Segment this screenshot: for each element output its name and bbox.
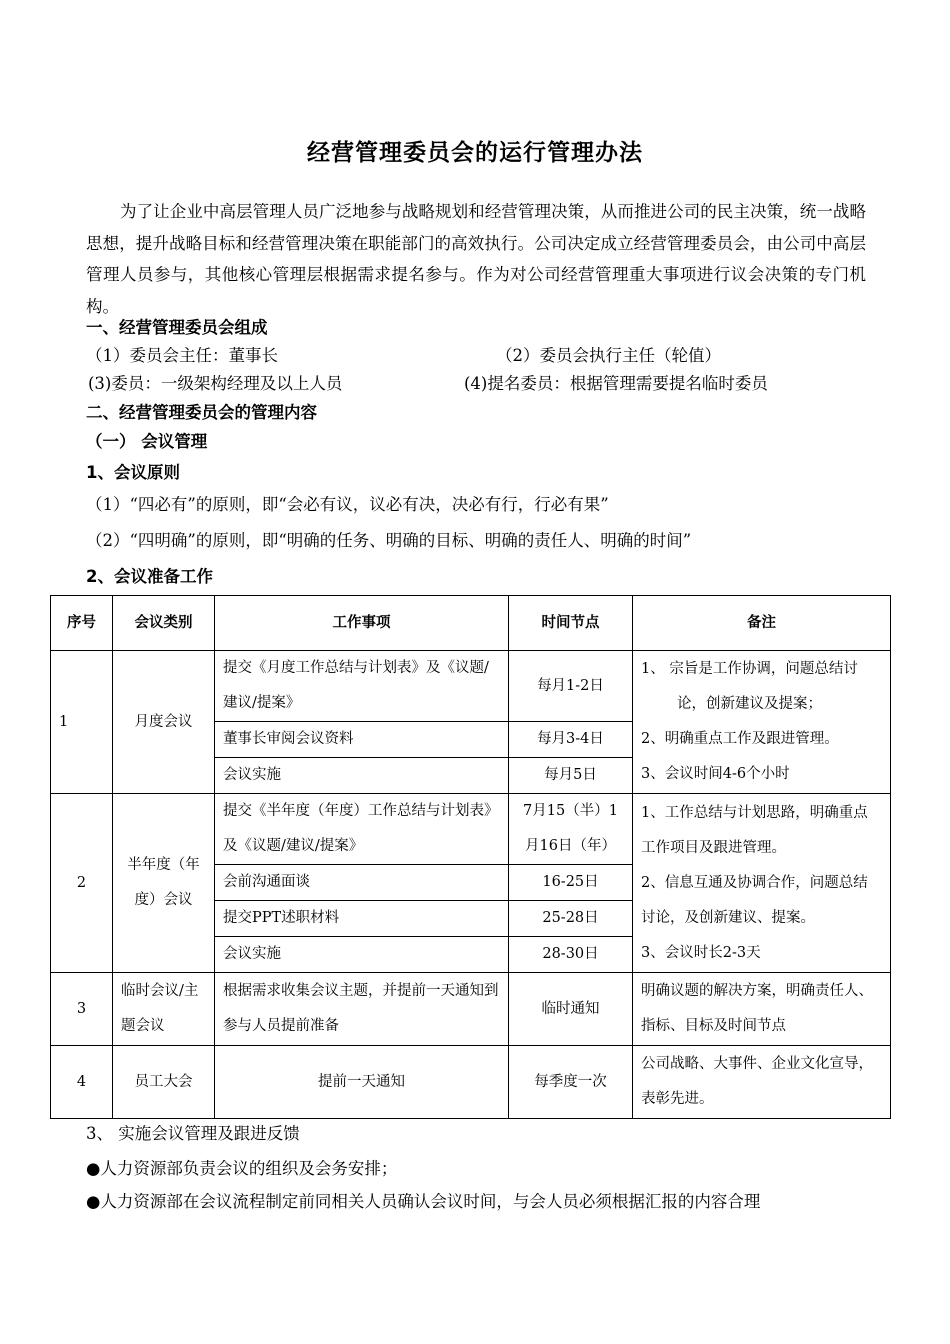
table-row (51, 973, 891, 1046)
bullet-item: ●人力资源部负责会议的组织及会务安排； (86, 1159, 398, 1178)
meeting-type: 员工大会 (113, 1046, 215, 1119)
task-cell: 提交PPT述职材料 (215, 901, 509, 937)
table-row (51, 794, 891, 865)
row-number: 2 (51, 794, 113, 973)
task-cell: 根据需求收集会议主题，并提前一天通知到参与人员提前准备 (215, 973, 509, 1046)
table-header-row (51, 596, 891, 651)
meeting-principles-heading: 1、会议原则 (86, 463, 180, 482)
note-line: 3、会议时间4-6个小时 (641, 766, 790, 782)
task-cell: 会前沟通面谈 (215, 865, 509, 901)
time-cell: 每季度一次 (509, 1046, 633, 1119)
time-cell: 临时通知 (509, 973, 633, 1046)
header-type: 会议类别 (113, 596, 215, 651)
member-executive-chairman: （2）委员会执行主任（轮值） (496, 346, 721, 365)
row-number: 4 (51, 1046, 113, 1119)
note-cell: 明确议题的解决方案，明确责任人、指标、目标及时间节点 (633, 973, 891, 1046)
note-line: 2、明确重点工作及跟进管理。 (641, 731, 839, 747)
note-line: 1、工作总结与计划思路，明确重点工作项目及跟进管理。 (641, 804, 868, 856)
row-number: 1 (51, 651, 113, 794)
time-cell: 每月3-4日 (509, 722, 633, 758)
note-line: 1、 宗旨是工作协调，问题总结讨论，创新建议及提案； (641, 661, 858, 712)
meeting-prep-table (50, 595, 891, 1119)
note-cell (633, 794, 891, 973)
section1-heading: 一、经营管理委员会组成 (86, 318, 268, 337)
time-cell: 7月15（半）1月16日（年） (509, 794, 633, 865)
table-row (51, 651, 891, 722)
meeting-type: 临时会议/主题会议 (113, 973, 215, 1046)
note-cell (633, 651, 891, 794)
meeting-type: 月度会议 (113, 651, 215, 794)
task-cell: 会议实施 (215, 937, 509, 973)
meeting-prep-heading: 2、会议准备工作 (86, 567, 213, 586)
time-cell: 每月1-2日 (509, 651, 633, 722)
principle-four-musts: （1）“四必有”的原则，即“会必有议，议必有决，决必有行，行必有果” (86, 495, 609, 514)
task-cell: 提交《半年度（年度）工作总结与计划表》及《议题/建议/提案》 (215, 794, 509, 865)
task-cell: 董事长审阅会议资料 (215, 722, 509, 758)
section3-heading: 3、 实施会议管理及跟进反馈 (86, 1124, 300, 1143)
member-nominated: (4)提名委员：根据管理需要提名临时委员 (464, 374, 768, 393)
task-cell: 提交《月度工作总结与计划表》及《议题/建议/提案》 (215, 651, 509, 722)
time-cell: 16-25日 (509, 865, 633, 901)
bullet-item: ●人力资源部在会议流程制定前同相关人员确认会议时间，与会人员必须根据汇报的内容合理 (86, 1192, 761, 1211)
table-row (51, 1046, 891, 1119)
note-line: 3、会议时长2-3天 (641, 944, 761, 961)
task-cell: 会议实施 (215, 758, 509, 794)
principle-four-clears: （2）“四明确”的原则，即“明确的任务、明确的目标、明确的责任人、明确的时间” (86, 531, 692, 550)
time-cell: 每月5日 (509, 758, 633, 794)
note-line: 2、信息互通及协调合作，问题总结讨论，及创新建议、提案。 (641, 874, 868, 926)
section2-heading: 二、经营管理委员会的管理内容 (86, 403, 317, 422)
intro-paragraph: 为了让企业中高层管理人员广泛地参与战略规划和经营管理决策，从而推进公司的民主决策，统一战略思想，提升战略目标和经营管理决策在职能部门的高效执行。公司决定成立经营管理委员会，由公司中高层管理人员参与，其他核心管理层根据需求提名参与。作为对公司经营管理重大事项进行议会决策的专门机构。 (86, 202, 866, 316)
header-time: 时间节点 (509, 596, 633, 651)
time-cell: 28-30日 (509, 937, 633, 973)
header-task: 工作事项 (215, 596, 509, 651)
member-chairman: （1）委员会主任：董事长 (86, 346, 278, 365)
row-number: 3 (51, 973, 113, 1046)
time-cell: 25-28日 (509, 901, 633, 937)
header-note: 备注 (633, 596, 891, 651)
note-cell: 公司战略、大事件、企业文化宣导，表彰先进。 (633, 1046, 891, 1119)
task-cell: 提前一天通知 (215, 1046, 509, 1119)
meeting-management-heading: （一） 会议管理 (86, 432, 208, 451)
header-no: 序号 (51, 596, 113, 651)
member-committee: (3)委员：一级架构经理及以上人员 (88, 374, 343, 393)
meeting-type: 半年度（年度）会议 (113, 794, 215, 973)
document-title: 经营管理委员会的运行管理办法 (307, 140, 643, 166)
